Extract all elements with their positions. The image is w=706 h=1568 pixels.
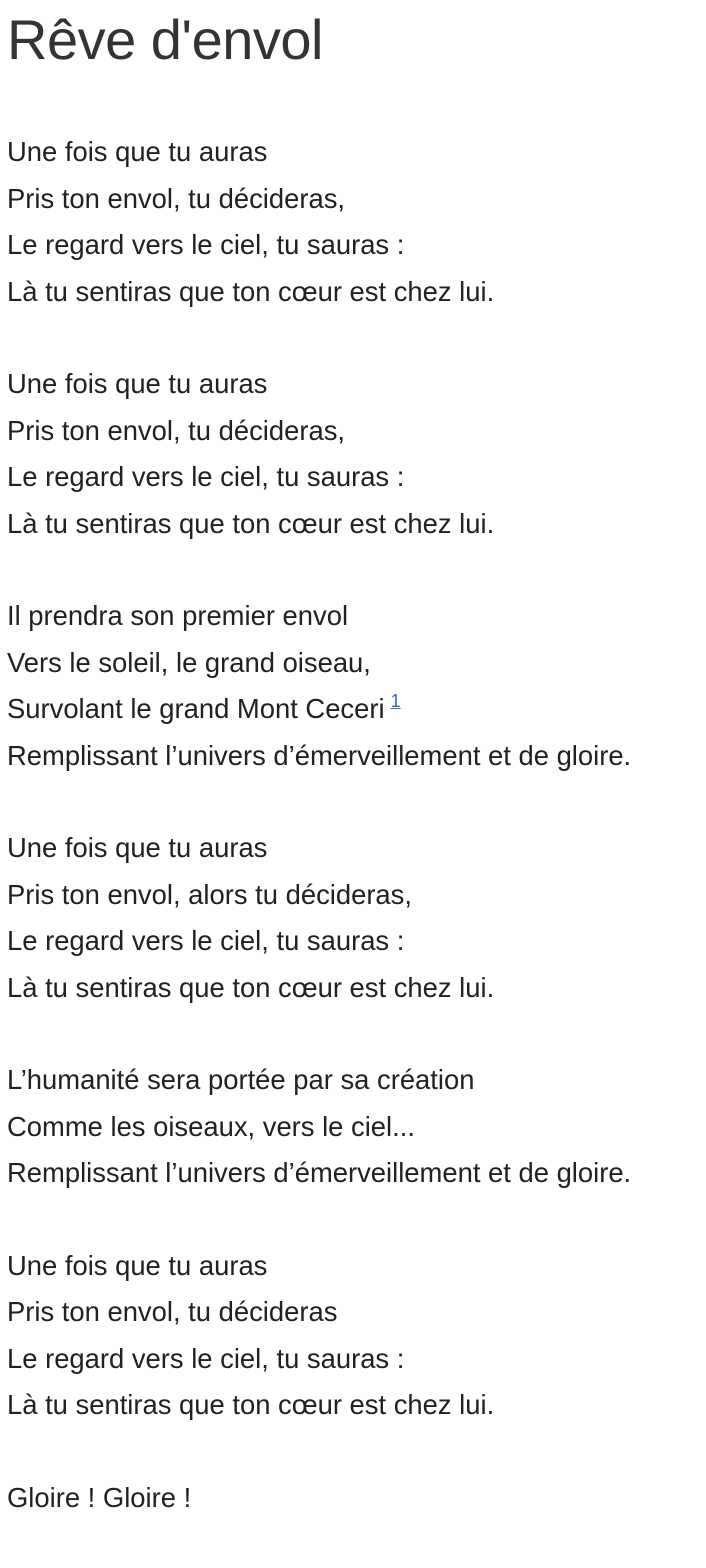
stanza-7 xyxy=(7,1475,702,1522)
poem-line: Une fois que tu auras xyxy=(7,1249,268,1281)
poem-line: Là tu sentiras que ton cœur est chez lui. xyxy=(7,1389,495,1420)
page-title: Rêve d'envol xyxy=(7,8,323,71)
poem-line-with-reference xyxy=(7,686,702,733)
poem-line: Remplissant l’univers d’émerveillement et de gloire. xyxy=(7,1157,632,1188)
poem-line: Là tu sentiras que ton cœur est chez lui. xyxy=(7,275,495,307)
poem-line: Comme les oiseaux, vers le ciel... xyxy=(7,1110,415,1142)
poem-page xyxy=(7,0,702,1521)
poem-line: Pris ton envol, tu décideras, xyxy=(7,414,345,446)
poem-line: Gloire ! Gloire ! xyxy=(7,1481,192,1513)
stanza-1 xyxy=(7,129,702,315)
poem-line: Pris ton envol, alors tu décideras, xyxy=(7,878,412,910)
poem-line: Le regard vers le ciel, tu sauras : xyxy=(7,461,405,492)
poem-line: Une fois que tu auras xyxy=(7,832,268,863)
footnote-reference xyxy=(391,691,401,711)
footnote-link[interactable]: 1 xyxy=(390,691,401,711)
poem-line: Pris ton envol, tu décideras, xyxy=(7,182,345,214)
poem-line: Vers le soleil, le grand oiseau, xyxy=(7,646,371,678)
poem-line: Le regard vers le ciel, tu sauras : xyxy=(7,1342,405,1374)
stanza-4 xyxy=(7,825,702,1011)
poem-line: Une fois que tu auras xyxy=(7,136,268,167)
poem-line: Le regard vers le ciel, tu sauras : xyxy=(7,229,405,260)
poem-line: L’humanité sera portée par sa création xyxy=(7,1064,475,1095)
poem-line: Remplissant l’univers d’émerveillement et de gloire. xyxy=(7,739,632,771)
stanza-2 xyxy=(7,361,702,547)
stanza-5 xyxy=(7,1057,702,1197)
poem-line: Là tu sentiras que ton cœur est chez lui. xyxy=(7,507,495,539)
poem-line: Là tu sentiras que ton cœur est chez lui. xyxy=(7,971,495,1003)
poem-line-text: Survolant le grand Mont Ceceri xyxy=(7,693,385,724)
stanza-3 xyxy=(7,593,702,779)
poem-line: Le regard vers le ciel, tu sauras : xyxy=(7,925,405,956)
poem-line: Une fois que tu auras xyxy=(7,368,268,399)
poem-line: Pris ton envol, tu décideras xyxy=(7,1296,338,1327)
stanza-6 xyxy=(7,1243,702,1429)
poem-line: Il prendra son premier envol xyxy=(7,600,349,631)
poem-body xyxy=(7,129,702,1521)
